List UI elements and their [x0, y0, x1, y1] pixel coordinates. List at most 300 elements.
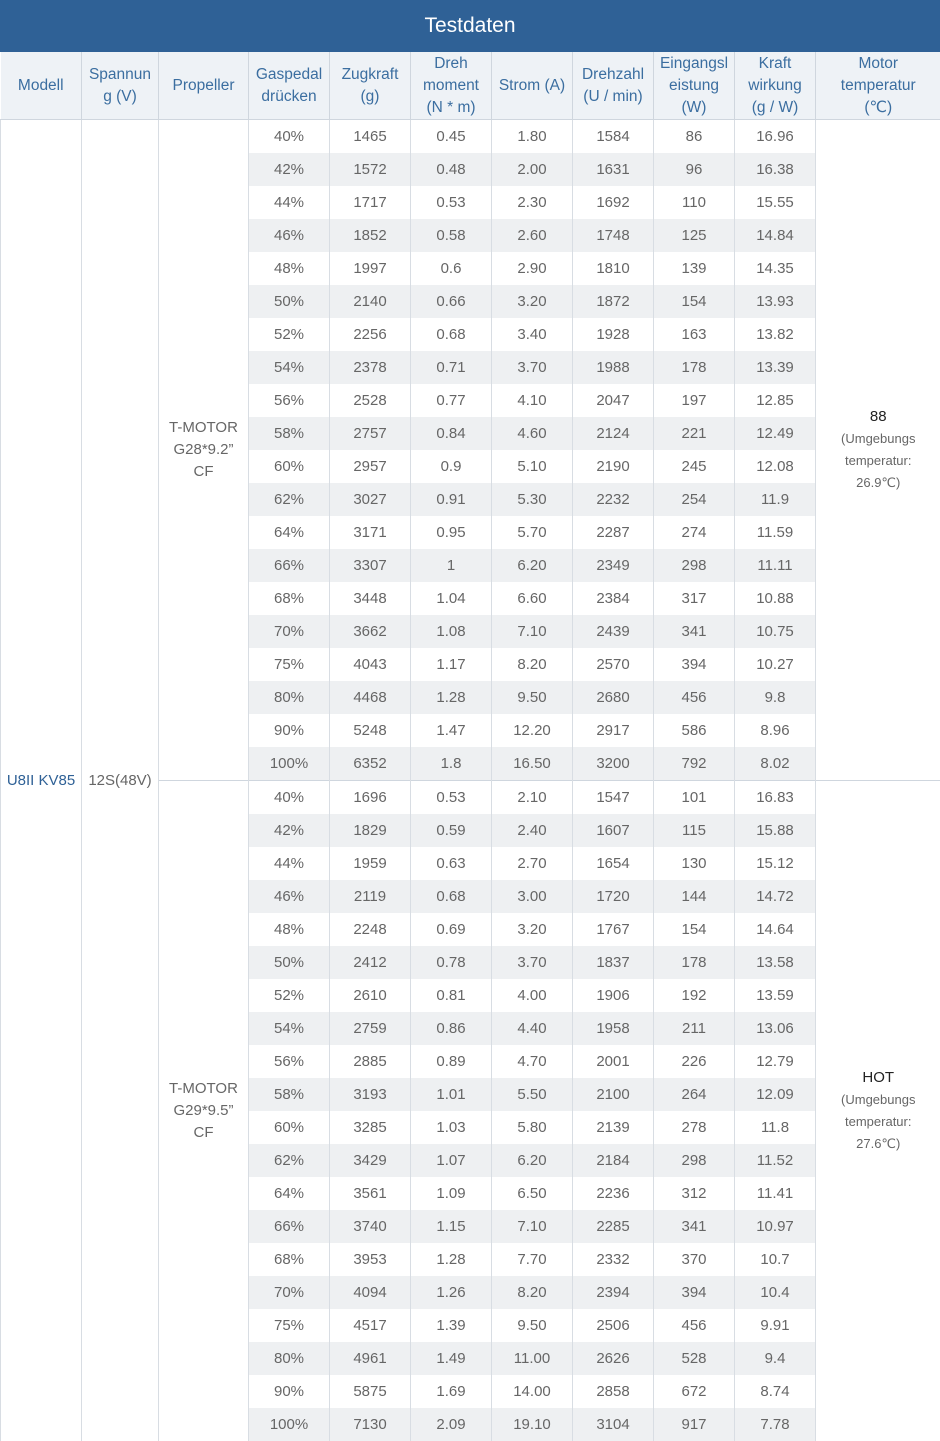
- thrust-cell: 3561: [330, 1177, 411, 1210]
- efficiency-cell: 13.59: [735, 979, 816, 1012]
- thrust-cell: 5875: [330, 1375, 411, 1408]
- torque-cell: 0.78: [411, 946, 492, 979]
- efficiency-cell: 8.02: [735, 747, 816, 781]
- rpm-cell: 2680: [573, 681, 654, 714]
- thrust-cell: 1852: [330, 219, 411, 252]
- thrust-cell: 1717: [330, 186, 411, 219]
- power-cell: 144: [654, 880, 735, 913]
- torque-cell: 1.01: [411, 1078, 492, 1111]
- throttle-cell: 56%: [249, 384, 330, 417]
- efficiency-cell: 9.4: [735, 1342, 816, 1375]
- throttle-cell: 40%: [249, 781, 330, 815]
- power-cell: 298: [654, 1144, 735, 1177]
- thrust-cell: 1829: [330, 814, 411, 847]
- rpm-cell: 2439: [573, 615, 654, 648]
- power-cell: 341: [654, 615, 735, 648]
- header-model: Modell: [1, 52, 82, 120]
- power-cell: 792: [654, 747, 735, 781]
- torque-cell: 0.86: [411, 1012, 492, 1045]
- thrust-cell: 4094: [330, 1276, 411, 1309]
- efficiency-cell: 12.08: [735, 450, 816, 483]
- thrust-cell: 2885: [330, 1045, 411, 1078]
- torque-cell: 0.45: [411, 120, 492, 154]
- current-cell: 4.70: [492, 1045, 573, 1078]
- throttle-cell: 62%: [249, 483, 330, 516]
- torque-cell: 0.63: [411, 847, 492, 880]
- efficiency-cell: 12.49: [735, 417, 816, 450]
- current-cell: 3.40: [492, 318, 573, 351]
- power-cell: 456: [654, 681, 735, 714]
- temperature-value: HOT: [816, 1067, 940, 1089]
- thrust-cell: 2140: [330, 285, 411, 318]
- torque-cell: 0.89: [411, 1045, 492, 1078]
- thrust-cell: 1572: [330, 153, 411, 186]
- efficiency-cell: 13.58: [735, 946, 816, 979]
- power-cell: 86: [654, 120, 735, 154]
- thrust-cell: 2256: [330, 318, 411, 351]
- torque-cell: 1.08: [411, 615, 492, 648]
- torque-cell: 0.68: [411, 318, 492, 351]
- efficiency-cell: 13.82: [735, 318, 816, 351]
- torque-cell: 1.8: [411, 747, 492, 781]
- efficiency-cell: 10.27: [735, 648, 816, 681]
- efficiency-cell: 9.8: [735, 681, 816, 714]
- thrust-cell: 2610: [330, 979, 411, 1012]
- efficiency-cell: 10.4: [735, 1276, 816, 1309]
- power-cell: 226: [654, 1045, 735, 1078]
- propeller-cell: T-MOTOR G28*9.2” CF: [159, 120, 249, 781]
- power-cell: 221: [654, 417, 735, 450]
- power-cell: 370: [654, 1243, 735, 1276]
- efficiency-cell: 11.11: [735, 549, 816, 582]
- rpm-cell: 1631: [573, 153, 654, 186]
- torque-cell: 0.58: [411, 219, 492, 252]
- torque-cell: 1.03: [411, 1111, 492, 1144]
- voltage-cell: 12S(48V): [82, 120, 159, 1441]
- header-torque: Dreh moment (N * m): [411, 52, 492, 120]
- header-temperature: Motor temperatur (℃): [816, 52, 940, 120]
- throttle-cell: 50%: [249, 946, 330, 979]
- rpm-cell: 1928: [573, 318, 654, 351]
- rpm-cell: 1837: [573, 946, 654, 979]
- torque-cell: 1.07: [411, 1144, 492, 1177]
- header-throttle: Gaspedal drücken: [249, 52, 330, 120]
- efficiency-cell: 10.97: [735, 1210, 816, 1243]
- power-cell: 163: [654, 318, 735, 351]
- thrust-cell: 5248: [330, 714, 411, 747]
- throttle-cell: 46%: [249, 880, 330, 913]
- thrust-cell: 7130: [330, 1408, 411, 1441]
- power-cell: 192: [654, 979, 735, 1012]
- throttle-cell: 52%: [249, 318, 330, 351]
- thrust-cell: 2759: [330, 1012, 411, 1045]
- thrust-cell: 2528: [330, 384, 411, 417]
- rpm-cell: 2570: [573, 648, 654, 681]
- rpm-cell: 2124: [573, 417, 654, 450]
- header-voltage: Spannun g (V): [82, 52, 159, 120]
- thrust-cell: 2412: [330, 946, 411, 979]
- current-cell: 3.70: [492, 351, 573, 384]
- current-cell: 2.90: [492, 252, 573, 285]
- torque-cell: 1.28: [411, 681, 492, 714]
- thrust-cell: 3171: [330, 516, 411, 549]
- throttle-cell: 44%: [249, 186, 330, 219]
- torque-cell: 1.47: [411, 714, 492, 747]
- current-cell: 6.20: [492, 1144, 573, 1177]
- efficiency-cell: 16.38: [735, 153, 816, 186]
- throttle-cell: 64%: [249, 1177, 330, 1210]
- efficiency-cell: 15.55: [735, 186, 816, 219]
- torque-cell: 1.15: [411, 1210, 492, 1243]
- rpm-cell: 2139: [573, 1111, 654, 1144]
- torque-cell: 2.09: [411, 1408, 492, 1441]
- test-data-table: [0, 52, 940, 1441]
- power-cell: 178: [654, 946, 735, 979]
- rpm-cell: 2349: [573, 549, 654, 582]
- current-cell: 6.20: [492, 549, 573, 582]
- rpm-cell: 3200: [573, 747, 654, 781]
- efficiency-cell: 11.9: [735, 483, 816, 516]
- thrust-cell: 2248: [330, 913, 411, 946]
- rpm-cell: 2232: [573, 483, 654, 516]
- torque-cell: 0.84: [411, 417, 492, 450]
- power-cell: 110: [654, 186, 735, 219]
- throttle-cell: 80%: [249, 681, 330, 714]
- ambient-temperature-note: (Umgebungs temperatur: 27.6℃): [816, 1089, 940, 1155]
- efficiency-cell: 9.91: [735, 1309, 816, 1342]
- rpm-cell: 1810: [573, 252, 654, 285]
- motor-temperature-cell: [816, 120, 940, 781]
- thrust-cell: 1997: [330, 252, 411, 285]
- thrust-cell: 1465: [330, 120, 411, 154]
- throttle-cell: 90%: [249, 714, 330, 747]
- torque-cell: 0.66: [411, 285, 492, 318]
- current-cell: 16.50: [492, 747, 573, 781]
- throttle-cell: 42%: [249, 814, 330, 847]
- efficiency-cell: 15.12: [735, 847, 816, 880]
- temperature-value: 88: [816, 406, 940, 428]
- throttle-cell: 48%: [249, 252, 330, 285]
- torque-cell: 0.68: [411, 880, 492, 913]
- throttle-cell: 100%: [249, 1408, 330, 1441]
- torque-cell: 0.9: [411, 450, 492, 483]
- power-cell: 178: [654, 351, 735, 384]
- throttle-cell: 52%: [249, 979, 330, 1012]
- throttle-cell: 54%: [249, 1012, 330, 1045]
- throttle-cell: 40%: [249, 120, 330, 154]
- efficiency-cell: 12.79: [735, 1045, 816, 1078]
- power-cell: 274: [654, 516, 735, 549]
- power-cell: 456: [654, 1309, 735, 1342]
- current-cell: 6.60: [492, 582, 573, 615]
- rpm-cell: 2184: [573, 1144, 654, 1177]
- current-cell: 3.20: [492, 913, 573, 946]
- efficiency-cell: 16.96: [735, 120, 816, 154]
- current-cell: 4.60: [492, 417, 573, 450]
- rpm-cell: 1654: [573, 847, 654, 880]
- throttle-cell: 42%: [249, 153, 330, 186]
- torque-cell: 1.26: [411, 1276, 492, 1309]
- throttle-cell: 68%: [249, 1243, 330, 1276]
- rpm-cell: 1692: [573, 186, 654, 219]
- thrust-cell: 3740: [330, 1210, 411, 1243]
- thrust-cell: 3285: [330, 1111, 411, 1144]
- throttle-cell: 64%: [249, 516, 330, 549]
- power-cell: 278: [654, 1111, 735, 1144]
- thrust-cell: 4961: [330, 1342, 411, 1375]
- throttle-cell: 58%: [249, 1078, 330, 1111]
- power-cell: 125: [654, 219, 735, 252]
- efficiency-cell: 14.64: [735, 913, 816, 946]
- rpm-cell: 3104: [573, 1408, 654, 1441]
- thrust-cell: 3662: [330, 615, 411, 648]
- rpm-cell: 2506: [573, 1309, 654, 1342]
- efficiency-cell: 15.88: [735, 814, 816, 847]
- power-cell: 130: [654, 847, 735, 880]
- throttle-cell: 80%: [249, 1342, 330, 1375]
- current-cell: 7.70: [492, 1243, 573, 1276]
- current-cell: 5.80: [492, 1111, 573, 1144]
- efficiency-cell: 11.41: [735, 1177, 816, 1210]
- efficiency-cell: 14.72: [735, 880, 816, 913]
- throttle-cell: 46%: [249, 219, 330, 252]
- throttle-cell: 56%: [249, 1045, 330, 1078]
- power-cell: 101: [654, 781, 735, 815]
- current-cell: 12.20: [492, 714, 573, 747]
- current-cell: 9.50: [492, 681, 573, 714]
- ambient-temperature-note: (Umgebungs temperatur: 26.9℃): [816, 428, 940, 494]
- thrust-cell: 3307: [330, 549, 411, 582]
- rpm-cell: 1872: [573, 285, 654, 318]
- power-cell: 245: [654, 450, 735, 483]
- power-cell: 298: [654, 549, 735, 582]
- torque-cell: 1.69: [411, 1375, 492, 1408]
- efficiency-cell: 12.85: [735, 384, 816, 417]
- torque-cell: 1.04: [411, 582, 492, 615]
- page-title: Testdaten: [0, 0, 940, 52]
- current-cell: 8.20: [492, 1276, 573, 1309]
- rpm-cell: 1906: [573, 979, 654, 1012]
- power-cell: 96: [654, 153, 735, 186]
- torque-cell: 0.53: [411, 781, 492, 815]
- power-cell: 394: [654, 648, 735, 681]
- thrust-cell: 3193: [330, 1078, 411, 1111]
- efficiency-cell: 10.88: [735, 582, 816, 615]
- current-cell: 2.60: [492, 219, 573, 252]
- table-body: [1, 120, 940, 1441]
- thrust-cell: 2757: [330, 417, 411, 450]
- power-cell: 264: [654, 1078, 735, 1111]
- power-cell: 154: [654, 913, 735, 946]
- rpm-cell: 1958: [573, 1012, 654, 1045]
- throttle-cell: 54%: [249, 351, 330, 384]
- rpm-cell: 2384: [573, 582, 654, 615]
- efficiency-cell: 7.78: [735, 1408, 816, 1441]
- rpm-cell: 2917: [573, 714, 654, 747]
- efficiency-cell: 14.84: [735, 219, 816, 252]
- efficiency-cell: 13.06: [735, 1012, 816, 1045]
- current-cell: 7.10: [492, 1210, 573, 1243]
- current-cell: 8.20: [492, 648, 573, 681]
- torque-cell: 1.28: [411, 1243, 492, 1276]
- torque-cell: 1.39: [411, 1309, 492, 1342]
- thrust-cell: 3953: [330, 1243, 411, 1276]
- current-cell: 5.50: [492, 1078, 573, 1111]
- torque-cell: 1: [411, 549, 492, 582]
- torque-cell: 0.53: [411, 186, 492, 219]
- torque-cell: 0.69: [411, 913, 492, 946]
- power-cell: 672: [654, 1375, 735, 1408]
- power-cell: 317: [654, 582, 735, 615]
- motor-temperature-cell: [816, 781, 940, 1441]
- rpm-cell: 2332: [573, 1243, 654, 1276]
- efficiency-cell: 11.59: [735, 516, 816, 549]
- current-cell: 6.50: [492, 1177, 573, 1210]
- torque-cell: 1.09: [411, 1177, 492, 1210]
- throttle-cell: 58%: [249, 417, 330, 450]
- efficiency-cell: 10.7: [735, 1243, 816, 1276]
- throttle-cell: 100%: [249, 747, 330, 781]
- torque-cell: 0.91: [411, 483, 492, 516]
- torque-cell: 0.77: [411, 384, 492, 417]
- thrust-cell: 1696: [330, 781, 411, 815]
- throttle-cell: 48%: [249, 913, 330, 946]
- throttle-cell: 60%: [249, 450, 330, 483]
- header-propeller: Propeller: [159, 52, 249, 120]
- power-cell: 115: [654, 814, 735, 847]
- throttle-cell: 75%: [249, 1309, 330, 1342]
- torque-cell: 1.17: [411, 648, 492, 681]
- power-cell: 917: [654, 1408, 735, 1441]
- rpm-cell: 2626: [573, 1342, 654, 1375]
- torque-cell: 1.49: [411, 1342, 492, 1375]
- efficiency-cell: 13.93: [735, 285, 816, 318]
- thrust-cell: 3448: [330, 582, 411, 615]
- throttle-cell: 66%: [249, 549, 330, 582]
- rpm-cell: 2858: [573, 1375, 654, 1408]
- current-cell: 14.00: [492, 1375, 573, 1408]
- thrust-cell: 4043: [330, 648, 411, 681]
- rpm-cell: 1748: [573, 219, 654, 252]
- power-cell: 586: [654, 714, 735, 747]
- thrust-cell: 2957: [330, 450, 411, 483]
- current-cell: 4.40: [492, 1012, 573, 1045]
- throttle-cell: 44%: [249, 847, 330, 880]
- throttle-cell: 60%: [249, 1111, 330, 1144]
- current-cell: 7.10: [492, 615, 573, 648]
- throttle-cell: 70%: [249, 1276, 330, 1309]
- thrust-cell: 1959: [330, 847, 411, 880]
- rpm-cell: 2100: [573, 1078, 654, 1111]
- thrust-cell: 2119: [330, 880, 411, 913]
- header-current: Strom (A): [492, 52, 573, 120]
- rpm-cell: 2001: [573, 1045, 654, 1078]
- rpm-cell: 2190: [573, 450, 654, 483]
- current-cell: 2.40: [492, 814, 573, 847]
- throttle-cell: 66%: [249, 1210, 330, 1243]
- rpm-cell: 2394: [573, 1276, 654, 1309]
- torque-cell: 0.71: [411, 351, 492, 384]
- torque-cell: 0.48: [411, 153, 492, 186]
- rpm-cell: 1767: [573, 913, 654, 946]
- current-cell: 3.20: [492, 285, 573, 318]
- current-cell: 2.00: [492, 153, 573, 186]
- efficiency-cell: 11.52: [735, 1144, 816, 1177]
- throttle-cell: 50%: [249, 285, 330, 318]
- efficiency-cell: 11.8: [735, 1111, 816, 1144]
- torque-cell: 0.95: [411, 516, 492, 549]
- thrust-cell: 3027: [330, 483, 411, 516]
- power-cell: 211: [654, 1012, 735, 1045]
- thrust-cell: 3429: [330, 1144, 411, 1177]
- efficiency-cell: 8.96: [735, 714, 816, 747]
- torque-cell: 0.59: [411, 814, 492, 847]
- power-cell: 197: [654, 384, 735, 417]
- propeller-cell: T-MOTOR G29*9.5” CF: [159, 781, 249, 1441]
- current-cell: 11.00: [492, 1342, 573, 1375]
- thrust-cell: 2378: [330, 351, 411, 384]
- throttle-cell: 75%: [249, 648, 330, 681]
- power-cell: 254: [654, 483, 735, 516]
- header-row: [1, 52, 940, 120]
- header-rpm: Drehzahl (U / min): [573, 52, 654, 120]
- power-cell: 394: [654, 1276, 735, 1309]
- efficiency-cell: 13.39: [735, 351, 816, 384]
- rpm-cell: 2236: [573, 1177, 654, 1210]
- rpm-cell: 2285: [573, 1210, 654, 1243]
- power-cell: 341: [654, 1210, 735, 1243]
- table-row: [1, 120, 940, 154]
- efficiency-cell: 12.09: [735, 1078, 816, 1111]
- thrust-cell: 6352: [330, 747, 411, 781]
- header-efficiency: Kraft wirkung (g / W): [735, 52, 816, 120]
- current-cell: 2.30: [492, 186, 573, 219]
- current-cell: 1.80: [492, 120, 573, 154]
- efficiency-cell: 8.74: [735, 1375, 816, 1408]
- current-cell: 2.70: [492, 847, 573, 880]
- power-cell: 154: [654, 285, 735, 318]
- current-cell: 4.10: [492, 384, 573, 417]
- throttle-cell: 62%: [249, 1144, 330, 1177]
- current-cell: 3.00: [492, 880, 573, 913]
- power-cell: 528: [654, 1342, 735, 1375]
- throttle-cell: 68%: [249, 582, 330, 615]
- thrust-cell: 4517: [330, 1309, 411, 1342]
- throttle-cell: 70%: [249, 615, 330, 648]
- throttle-cell: 90%: [249, 1375, 330, 1408]
- torque-cell: 0.6: [411, 252, 492, 285]
- header-power: Eingangsl eistung (W): [654, 52, 735, 120]
- rpm-cell: 1988: [573, 351, 654, 384]
- torque-cell: 0.81: [411, 979, 492, 1012]
- current-cell: 3.70: [492, 946, 573, 979]
- power-cell: 139: [654, 252, 735, 285]
- efficiency-cell: 10.75: [735, 615, 816, 648]
- thrust-cell: 4468: [330, 681, 411, 714]
- current-cell: 5.30: [492, 483, 573, 516]
- rpm-cell: 1607: [573, 814, 654, 847]
- current-cell: 9.50: [492, 1309, 573, 1342]
- current-cell: 5.70: [492, 516, 573, 549]
- header-thrust: Zugkraft (g): [330, 52, 411, 120]
- rpm-cell: 2287: [573, 516, 654, 549]
- current-cell: 2.10: [492, 781, 573, 815]
- current-cell: 5.10: [492, 450, 573, 483]
- current-cell: 4.00: [492, 979, 573, 1012]
- efficiency-cell: 16.83: [735, 781, 816, 815]
- power-cell: 312: [654, 1177, 735, 1210]
- rpm-cell: 1584: [573, 120, 654, 154]
